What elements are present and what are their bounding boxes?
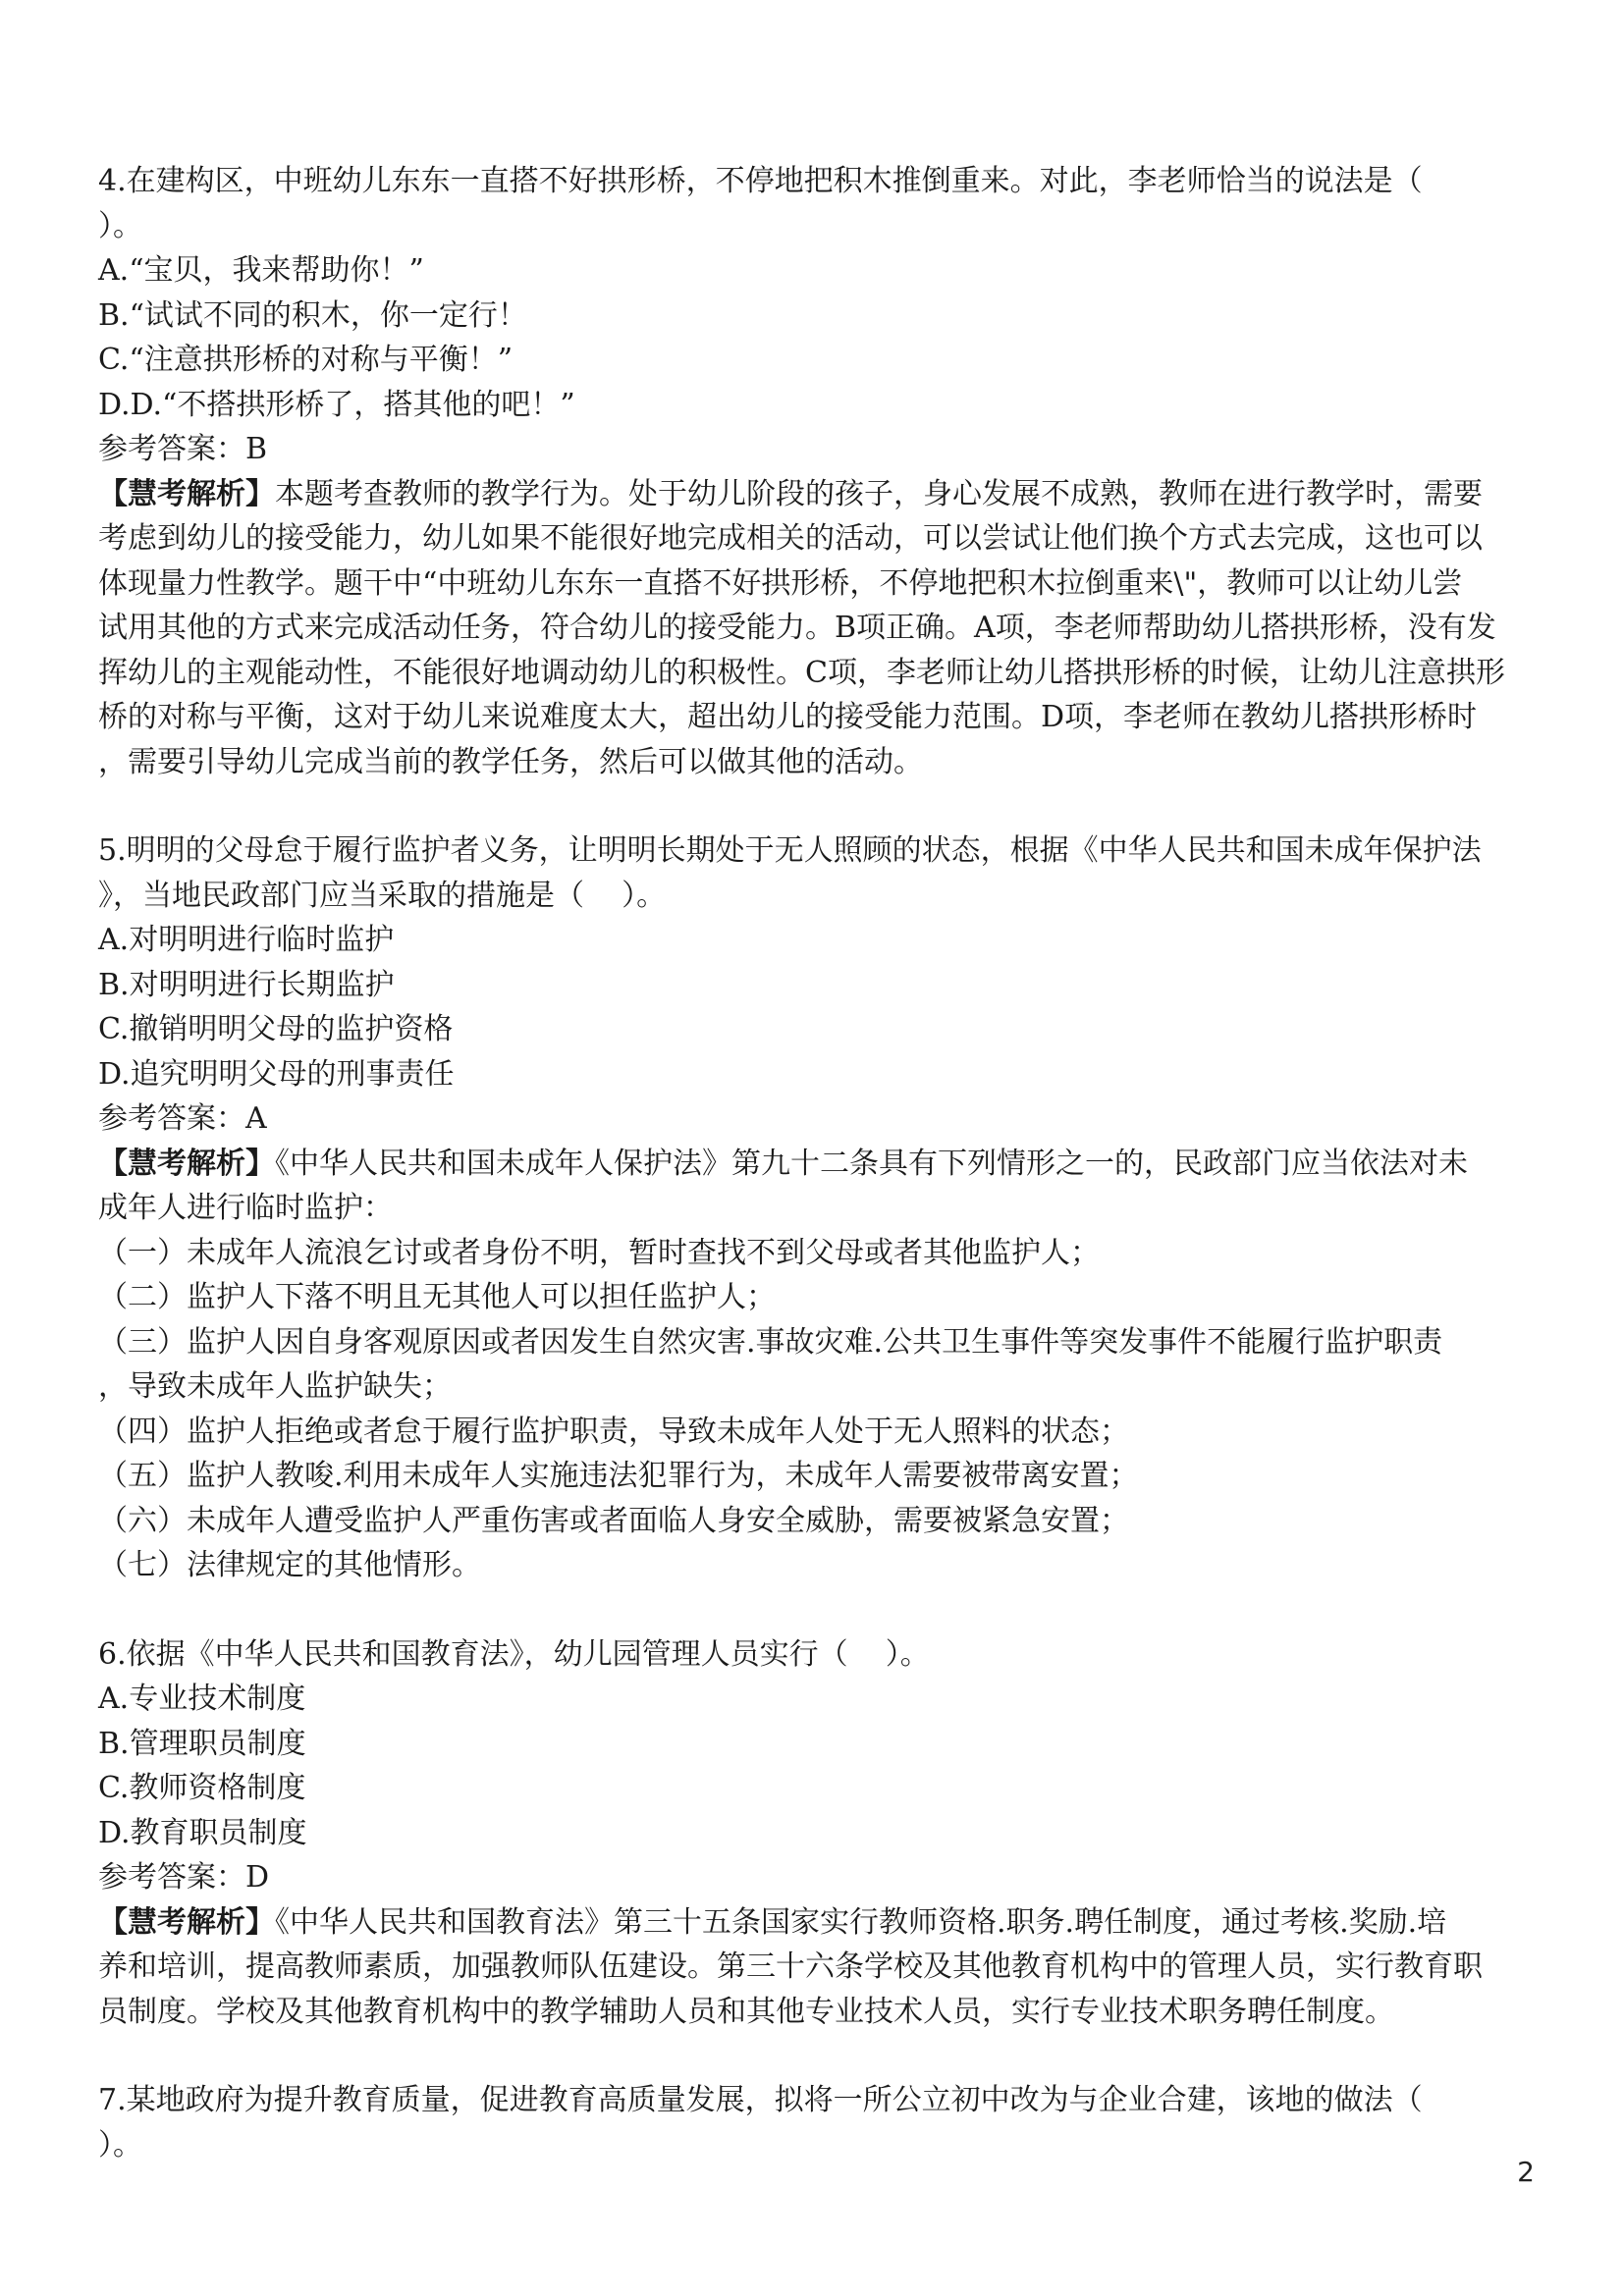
question-stem-line: 4.在建构区，中班幼儿东东一直搭不好拱形桥，不停地把积木推倒重来。对此，李老师恰当的说法是（ [98,164,1423,198]
answer-option: C.“注意拱形桥的对称与平衡！” [98,343,514,377]
analysis-text: 本题考查教师的教学行为。处于幼儿阶段的孩子，身心发展不成熟，教师在进行教学时，需要 [275,476,1483,511]
question-block [98,828,1532,1588]
analysis-text: 体现量力性教学。题干中“中班幼儿东东一直搭不好拱形桥，不停地把积木拉倒重来\"，教师可以让幼儿尝 [98,565,1463,601]
analysis-line [98,1142,1532,1187]
analysis-line [98,740,1532,785]
analysis-line [98,1543,1532,1588]
analysis-line [98,1186,1532,1231]
answer-option: B.管理职员制度 [98,1726,306,1761]
analysis-text: 《中华人民共和国教育法》第三十五条国家实行教师资格.职务.聘任制度，通过考核.奖励.培 [275,1904,1447,1940]
analysis-line [98,561,1532,607]
document-page [98,159,1532,2212]
question-stem-line: 6.依据《中华人民共和国教育法》，幼儿园管理人员实行（ ）。 [98,1636,930,1672]
question-stem-line: 5.明明的父母怠于履行监护者义务，让明明长期处于无人照顾的状态，根据《中华人民共和国未成年保护法 [98,833,1482,868]
analysis-line [98,516,1532,561]
answer-option: C.教师资格制度 [98,1771,306,1805]
analysis-line [98,695,1532,740]
analysis-text: 成年人进行临时监护： [98,1191,393,1225]
answer-option: C.撤销明明父母的监护资格 [98,1012,454,1046]
answer-option: D.追究明明父母的刑事责任 [98,1056,455,1092]
question-block [98,2078,1532,2167]
analysis-line [98,1945,1532,1990]
answer-option: A.“宝贝，我来帮助你！” [98,253,424,288]
question-stem-line: ）。 [98,2127,142,2163]
analysis-text: 养和培训，提高教师素质，加强教师队伍建设。第三十六条学校及其他教育机构中的管理人员，实行教育职 [98,1949,1483,1984]
answer-option: D.D.“不搭拱形桥了，搭其他的吧！” [98,387,575,422]
analysis-text: （五）监护人教唆.利用未成年人实施违法犯罪行为，未成年人需要被带离安置； [98,1459,1139,1493]
question-stem-line: 7.某地政府为提升教育质量，促进教育高质量发展，拟将一所公立初中改为与企业合建，该地的做法（ [98,2083,1423,2117]
analysis-text: （一）未成年人流浪乞讨或者身份不明，暂时查找不到父母或者其他监护人； [98,1235,1100,1270]
answer-option: D.教育职员制度 [98,1815,307,1850]
analysis-line [98,1231,1532,1276]
question-stem-line: 》，当地民政部门应当采取的措施是（ ）。 [98,878,667,913]
analysis-text: （三）监护人因自身客观原因或者因发生自然灾害.事故灾难.公共卫生事件等突发事件不能履行监护职责 [98,1324,1443,1360]
analysis-text: ，需要引导幼儿完成当前的教学任务，然后可以做其他的活动。 [98,744,923,779]
analysis-line [98,606,1532,651]
analysis-line [98,1454,1532,1499]
question-block [98,1632,1532,2035]
analysis-line [98,1275,1532,1320]
analysis-text: 挥幼儿的主观能动性，不能很好地调动幼儿的积极性。C项，李老师让幼儿搭拱形桥的时候，让幼儿注意拱形 [98,655,1505,690]
analysis-text: （六）未成年人遭受监护人严重伤害或者面临人身安全威胁，需要被紧急安置； [98,1503,1129,1538]
question-stem-line: ）。 [98,208,142,243]
analysis-line [98,651,1532,696]
answer-option: A.专业技术制度 [98,1682,306,1716]
question-block [98,159,1532,784]
analysis-label: 【慧考解析】 [98,476,275,511]
answer-option: A.对明明进行临时监护 [98,923,395,957]
analysis-text: 考虑到幼儿的接受能力，幼儿如果不能很好地完成相关的活动，可以尝试让他们换个方式去完成，这也可以 [98,521,1483,556]
reference-answer: 参考答案：A [98,1101,267,1136]
analysis-line [98,472,1532,517]
analysis-text: ，导致未成年人监护缺失； [98,1369,452,1404]
analysis-label: 【慧考解析】 [98,1904,275,1940]
analysis-text: （四）监护人拒绝或者怠于履行监护职责，导致未成年人处于无人照料的状态； [98,1414,1129,1449]
analysis-line [98,1990,1532,2035]
analysis-text: 《中华人民共和国未成年人保护法》第九十二条具有下列情形之一的，民政部门应当依法对未 [275,1146,1468,1181]
page-number: 2 [1517,2156,1535,2188]
analysis-line [98,1410,1532,1455]
analysis-label: 【慧考解析】 [98,1146,275,1181]
analysis-text: 桥的对称与平衡，这对于幼儿来说难度太大，超出幼儿的接受能力范围。D项，李老师在教幼儿搭拱形桥时 [98,700,1478,734]
analysis-line [98,1900,1532,1946]
analysis-text: （七）法律规定的其他情形。 [98,1548,481,1582]
analysis-line [98,1320,1532,1365]
analysis-line [98,1499,1532,1544]
reference-answer: 参考答案：B [98,432,268,466]
analysis-text: 员制度。学校及其他教育机构中的教学辅助人员和其他专业技术人员，实行专业技术职务聘任制度。 [98,1994,1394,2029]
answer-option: B.对明明进行长期监护 [98,967,395,1002]
analysis-text: 试用其他的方式来完成活动任务，符合幼儿的接受能力。B项正确。A项，李老师帮助幼儿搭拱形桥，没有发 [98,611,1496,645]
reference-answer: 参考答案：D [98,1860,270,1895]
analysis-line [98,1364,1532,1410]
answer-option: B.“试试不同的积木，你一定行！ [98,297,527,333]
analysis-text: （二）监护人下落不明且无其他人可以担任监护人； [98,1280,776,1314]
